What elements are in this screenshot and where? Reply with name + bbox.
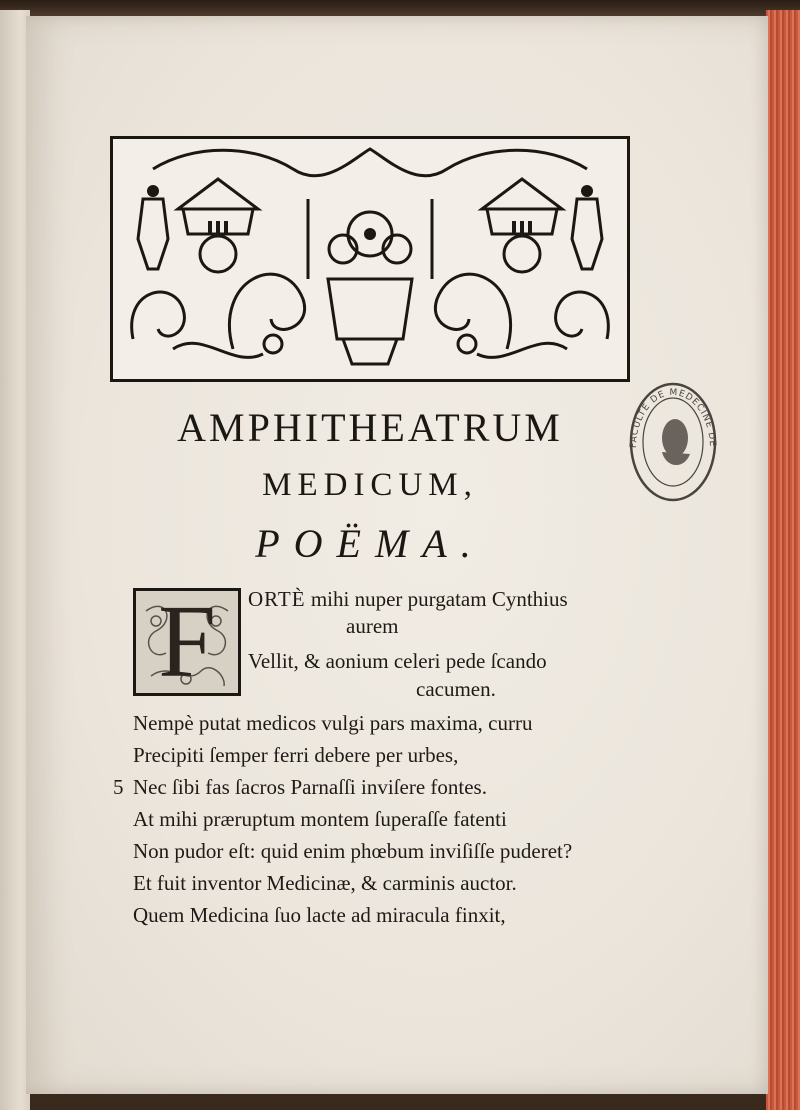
verse-line: Nec ſibi fas ſacros Parnaſſi inviſere fontes. [133,775,487,799]
ornamental-headpiece [110,136,630,382]
initial-letter: F [158,584,216,699]
line-number: 5 [113,775,124,799]
verse-line: Non pudor eſt: quid enim phœbum inviſiſſe puderet? [133,839,573,863]
verse-line: Nempè putat medicos vulgi pars maxima, curru [133,711,533,735]
title-line-3: POËMA. [255,521,485,566]
title-line-1: AMPHITHEATRUM [177,405,563,450]
verse-line [248,587,568,612]
library-stamp [626,378,720,506]
verse-line: aurem [346,614,399,638]
stamp-text: FACULTE DE MEDECINE DE [628,387,718,449]
first-word: ORTÈ [248,587,306,611]
verse-line: Vellit, & aonium celeri pede ſcando [248,649,547,673]
floral-ornament-icon [113,139,627,379]
verse-line: Et fuit inventor Medicinæ, & carminis auctor. [133,871,517,895]
oval-seal-icon [626,378,720,506]
verse-line: Quem Medicina ſuo lacte ad miracula finxit, [133,903,506,927]
title-line-2: MEDICUM, [262,467,478,503]
verse-line: cacumen. [416,677,496,701]
verse-line: Precipiti ſemper ferri debere per urbes, [133,743,459,767]
verse-line: At mihi præruptum montem ſuperaſſe fatenti [133,807,507,831]
book-right-page-edges [766,10,800,1110]
decorated-initial [133,584,241,699]
verse-text: mihi nuper purgatam Cynthius [310,587,568,611]
